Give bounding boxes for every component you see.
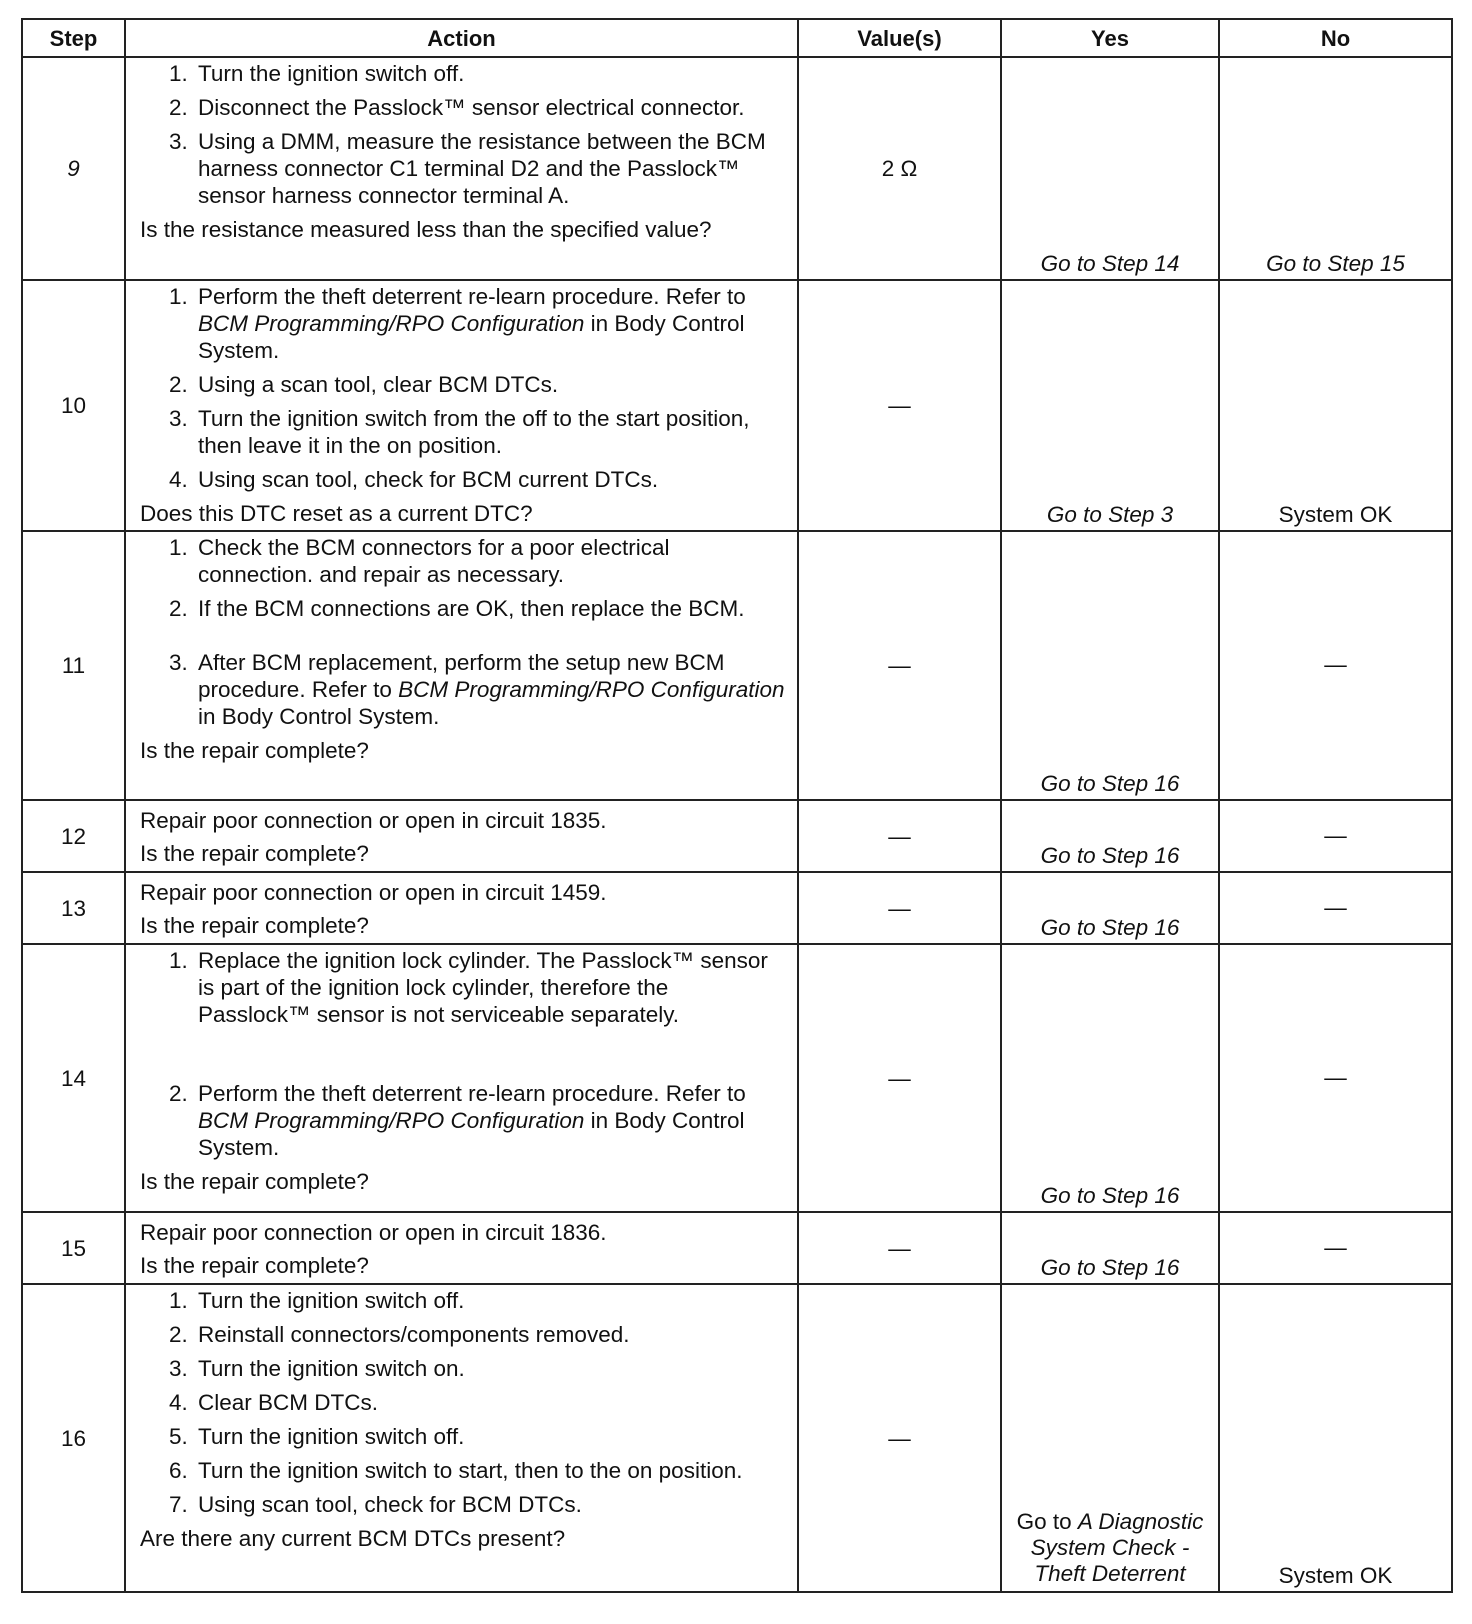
action-cell: [125, 944, 798, 1212]
yes-cell: Go to Step 3: [1001, 280, 1219, 531]
question-text: Is the repair complete?: [140, 1253, 369, 1278]
action-list: [140, 534, 787, 730]
step-number: 14: [22, 944, 125, 1212]
list-item: 2. Disconnect the Passlock™ sensor electrical connector.: [194, 94, 787, 121]
action-cell: [125, 57, 798, 280]
value-cell: —: [798, 1284, 1001, 1592]
list-item: 5. Turn the ignition switch off.: [194, 1423, 787, 1450]
table-row-step-11: [22, 531, 1452, 800]
question-text: Is the repair complete?: [140, 738, 369, 763]
list-item: 3. Turn the ignition switch from the off to the start position, then leave it in the on position.: [194, 405, 787, 459]
action-text: Repair poor connection or open in circuit 1836.: [140, 1220, 607, 1245]
value-cell: —: [798, 800, 1001, 872]
table-row-step-10: [22, 280, 1452, 531]
list-item: 2. If the BCM connections are OK, then replace the BCM.: [194, 595, 787, 622]
value-cell: 2 Ω: [798, 57, 1001, 280]
yes-cell: [1001, 1284, 1219, 1592]
header-values: Value(s): [798, 19, 1001, 57]
action-cell: [125, 1212, 798, 1284]
no-cell: Go to Step 15: [1219, 57, 1452, 280]
no-cell: —: [1219, 872, 1452, 944]
value-cell: —: [798, 944, 1001, 1212]
action-cell: [125, 280, 798, 531]
yes-cell: Go to Step 16: [1001, 531, 1219, 800]
action-list: [140, 947, 787, 1161]
action-cell: [125, 1284, 798, 1592]
question-text: Are there any current BCM DTCs present?: [140, 1526, 566, 1551]
list-item: 1. Check the BCM connectors for a poor electrical connection. and repair as necessary.: [194, 534, 787, 588]
step-number: 12: [22, 800, 125, 872]
action-list: [140, 1287, 787, 1518]
no-cell: —: [1219, 531, 1452, 800]
header-step: Step: [22, 19, 125, 57]
list-item: 1. Turn the ignition switch off.: [194, 1287, 787, 1314]
action-cell: [125, 800, 798, 872]
table-row-step-16: [22, 1284, 1452, 1592]
table-row-step-14: [22, 944, 1452, 1212]
question-text: Does this DTC reset as a current DTC?: [140, 501, 533, 526]
value-cell: —: [798, 280, 1001, 531]
header-no: No: [1219, 19, 1452, 57]
list-item: 1. Replace the ignition lock cylinder. The Passlock™ sensor is part of the ignition lock cylinder, therefore the Passlock™ sensor is not serviceable separately.: [194, 947, 787, 1028]
no-cell: System OK: [1219, 1284, 1452, 1592]
value-cell: —: [798, 872, 1001, 944]
step-number: 11: [22, 531, 125, 800]
list-item: 3. Turn the ignition switch on.: [194, 1355, 787, 1382]
step-number: 9: [22, 57, 125, 280]
yes-cell: Go to Step 16: [1001, 1212, 1219, 1284]
list-item: 1. Turn the ignition switch off.: [194, 60, 787, 87]
question-text: Is the repair complete?: [140, 841, 369, 866]
action-list: [140, 283, 787, 493]
no-cell: —: [1219, 1212, 1452, 1284]
yes-prefix: Go to: [1016, 1509, 1078, 1534]
action-cell: [125, 872, 798, 944]
yes-cell: Go to Step 14: [1001, 57, 1219, 280]
yes-cell: Go to Step 16: [1001, 872, 1219, 944]
action-list: [140, 60, 787, 209]
value-cell: —: [798, 1212, 1001, 1284]
question-text: Is the resistance measured less than the specified value?: [140, 217, 712, 242]
list-item: 7. Using scan tool, check for BCM DTCs.: [194, 1491, 787, 1518]
step-number: 15: [22, 1212, 125, 1284]
list-item: 3. Using a DMM, measure the resistance between the BCM harness connector C1 terminal D2 and the Passlock™ sensor harness connector terminal A.: [194, 128, 787, 209]
step-number: 16: [22, 1284, 125, 1592]
yes-cell: Go to Step 16: [1001, 944, 1219, 1212]
step-number: 10: [22, 280, 125, 531]
table-row-step-12: [22, 800, 1452, 872]
list-item: 4. Clear BCM DTCs.: [194, 1389, 787, 1416]
question-text: Is the repair complete?: [140, 913, 369, 938]
no-cell: System OK: [1219, 280, 1452, 531]
list-item: 2. Reinstall connectors/components removed.: [194, 1321, 787, 1348]
header-yes: Yes: [1001, 19, 1219, 57]
list-item: 2. Perform the theft deterrent re-learn procedure. Refer to BCM Programming/RPO Configuration in Body Control System.: [194, 1080, 787, 1161]
question-text: Is the repair complete?: [140, 1169, 369, 1194]
value-cell: —: [798, 531, 1001, 800]
header-action: Action: [125, 19, 798, 57]
list-item: 1. Perform the theft deterrent re-learn procedure. Refer to BCM Programming/RPO Configuration in Body Control System.: [194, 283, 787, 364]
diagnostic-table: [21, 18, 1453, 1593]
list-item: 3. After BCM replacement, perform the setup new BCM procedure. Refer to BCM Programming/RPO Configuration in Body Control System.: [194, 649, 787, 730]
table-row-step-9: [22, 57, 1452, 280]
action-text: Repair poor connection or open in circuit 1459.: [140, 880, 607, 905]
action-text: Repair poor connection or open in circuit 1835.: [140, 808, 607, 833]
header-row: [22, 19, 1452, 57]
list-item: 4. Using scan tool, check for BCM current DTCs.: [194, 466, 787, 493]
table-row-step-15: [22, 1212, 1452, 1284]
list-item: 6. Turn the ignition switch to start, then to the on position.: [194, 1457, 787, 1484]
yes-link-text: A Diagnostic System Check - Theft Deterrent: [1030, 1509, 1204, 1586]
list-item: 2. Using a scan tool, clear BCM DTCs.: [194, 371, 787, 398]
no-cell: —: [1219, 944, 1452, 1212]
table-row-step-13: [22, 872, 1452, 944]
no-cell: —: [1219, 800, 1452, 872]
yes-cell: Go to Step 16: [1001, 800, 1219, 872]
action-cell: [125, 531, 798, 800]
step-number: 13: [22, 872, 125, 944]
